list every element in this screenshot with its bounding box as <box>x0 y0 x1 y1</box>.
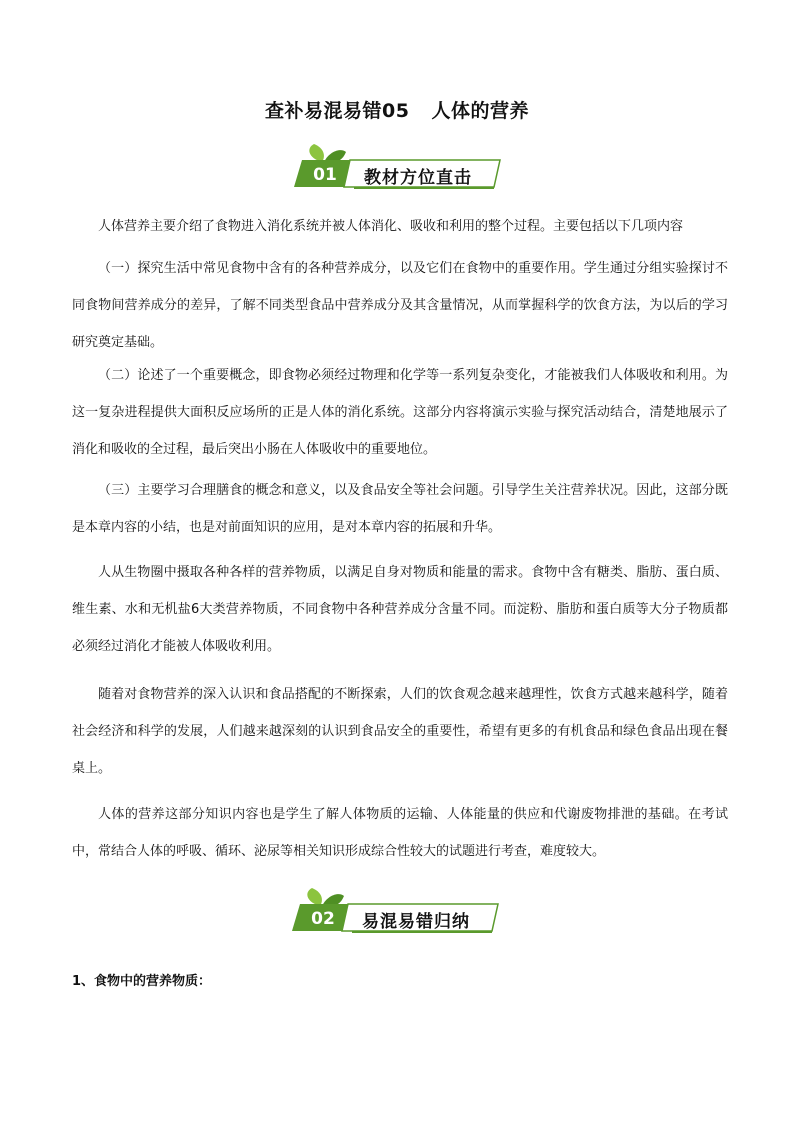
section-label: 教材方位直击 <box>364 168 472 188</box>
paragraph-item-2: （二）论述了一个重要概念，即食物必须经过物理和化学等一系列复杂变化，才能被我们人体吸收和利用。为这一复杂进程提供大面积反应场所的正是人体的消化系统。这部分内容将演示实验与探究活动结合，清楚地展示了消化和吸收的全过程，最后突出小肠在人体吸收中的重要地位。 <box>72 368 728 457</box>
title-part-1: 查补易混易错05 <box>265 100 410 122</box>
title-part-2: 人体的营养 <box>431 100 529 122</box>
section-banner-01 <box>294 146 504 188</box>
paragraph-intro: 人体营养主要介绍了食物进入消化系统并被人体消化、吸收和利用的整个过程。主要包括以下几项内容 <box>98 219 684 234</box>
paragraph-nutrients: 人从生物圈中摄取各种各样的营养物质，以满足自身对物质和能量的需求。食物中含有糖类、脂肪、蛋白质、维生素、水和无机盐6大类营养物质，不同食物中各种营养成分含量不同。而淀粉、脂肪和蛋白质等大分子物质都必须经过消化才能被人体吸收利用。 <box>72 565 728 654</box>
section-label: 易混易错归纳 <box>362 912 470 932</box>
paragraph-food-safety: 随着对食物营养的深入认识和食品搭配的不断探索，人们的饮食观念越来越理性，饮食方式越来越科学，随着社会经济和科学的发展，人们越来越深刻的认识到食品安全的重要性，希望有更多的有机食品和绿色食品出现在餐桌上。 <box>72 687 728 776</box>
section-banner-02 <box>292 890 502 932</box>
paragraph-exam-note: 人体的营养这部分知识内容也是学生了解人体物质的运输、人体能量的供应和代谢废物排泄的基础。在考试中，常结合人体的呼吸、循环、泌尿等相关知识形成综合性较大的试题进行考查，难度较大。 <box>72 807 728 859</box>
paragraph-item-1: （一）探究生活中常见食物中含有的各种营养成分，以及它们在食物中的重要作用。学生通过分组实验探讨不同食物间营养成分的差异，了解不同类型食品中营养成分及其含量情况，从而掌握科学的饮食方法，为以后的学习研究奠定基础。 <box>72 261 728 350</box>
paragraph-item-3: （三）主要学习合理膳食的概念和意义，以及食品安全等社会问题。引导学生关注营养状况。因此，这部分既是本章内容的小结，也是对前面知识的应用，是对本章内容的拓展和升华。 <box>72 483 728 535</box>
page-title <box>0 96 794 123</box>
subheading-food-nutrients: 1、食物中的营养物质： <box>72 974 212 989</box>
section-number: 01 <box>313 165 337 185</box>
section-number: 02 <box>311 909 335 929</box>
